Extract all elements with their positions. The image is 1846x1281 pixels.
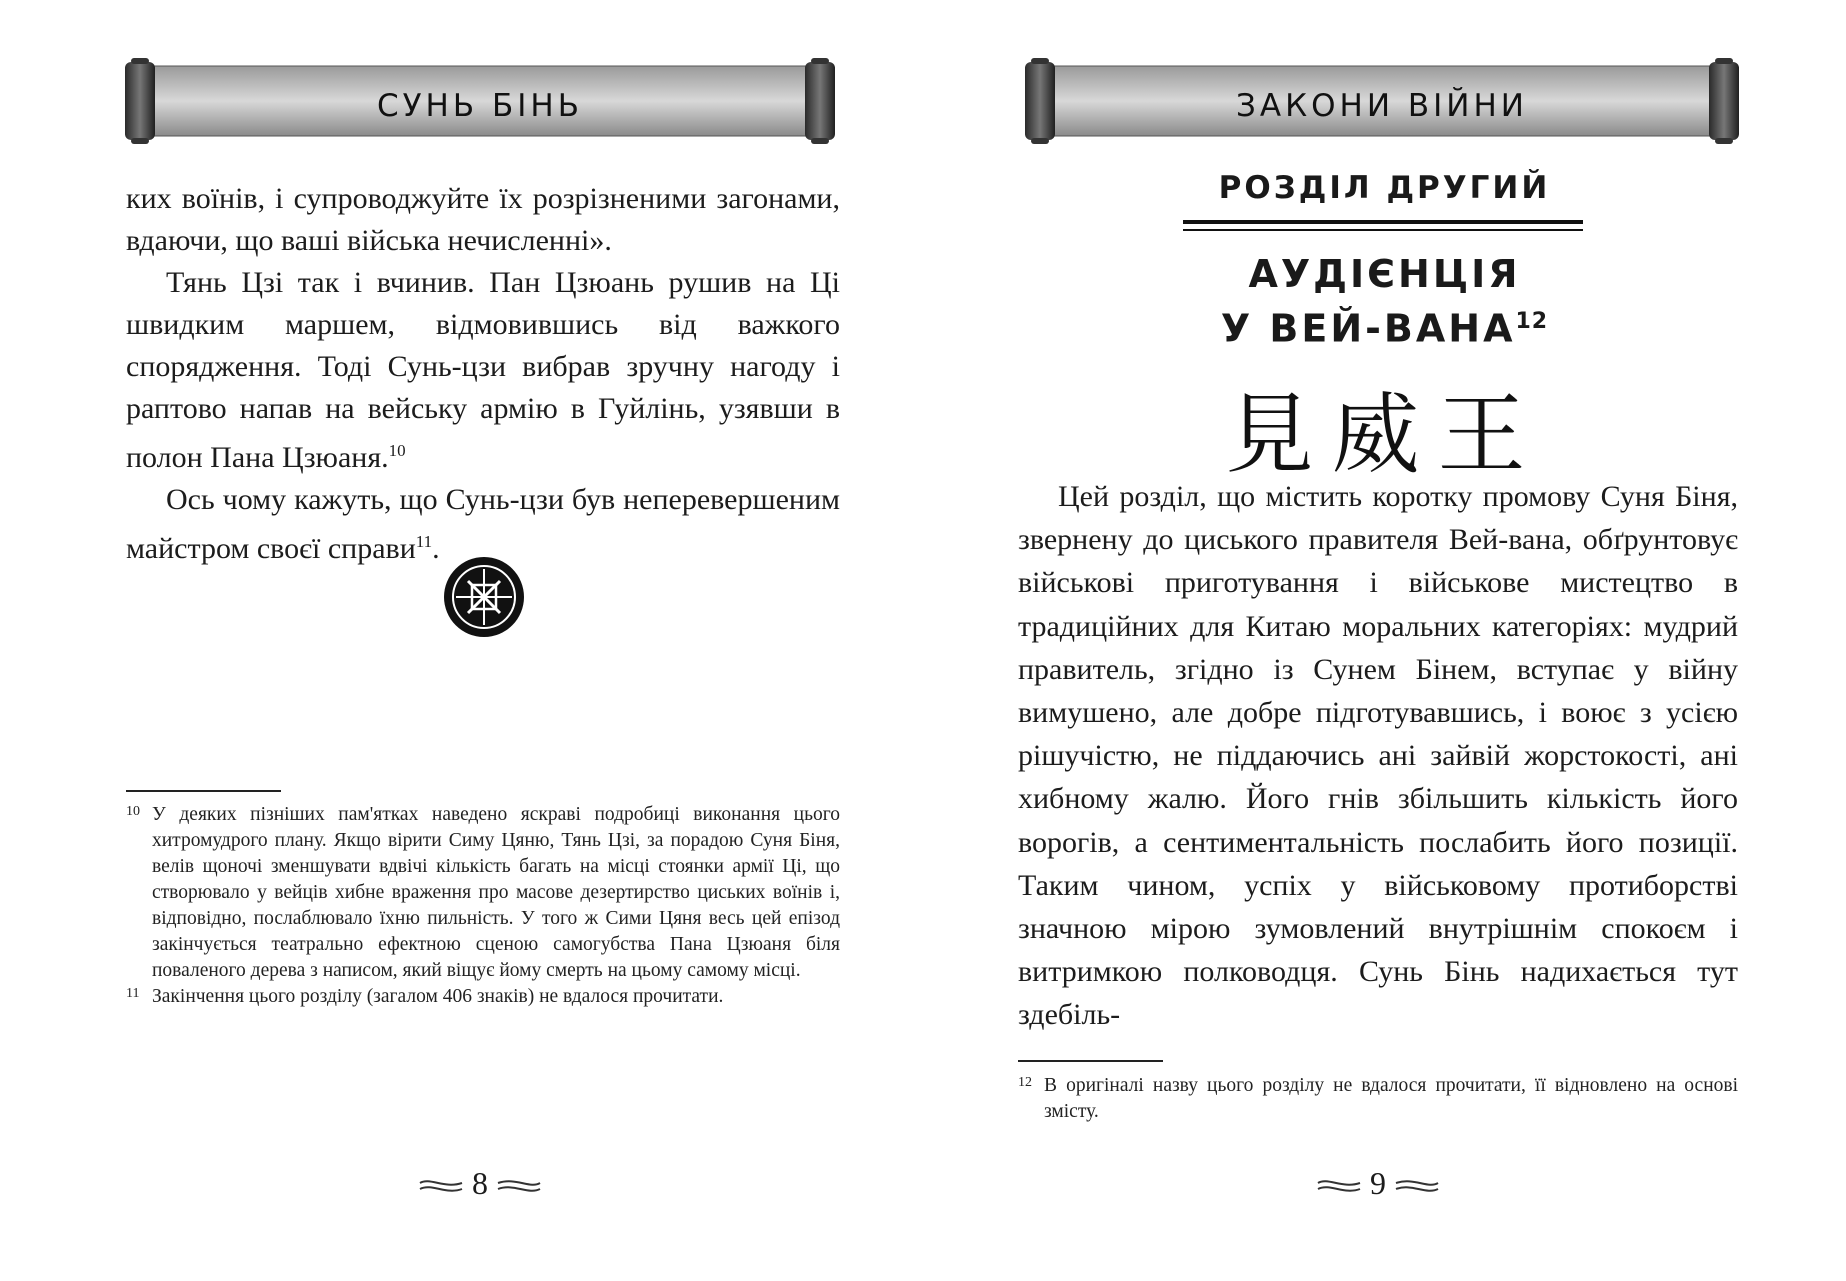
header-banner bbox=[125, 58, 835, 144]
footnote-mark: 11 bbox=[415, 532, 433, 551]
chapter-title-line: АУДІЄНЦІЯ bbox=[1248, 252, 1521, 296]
paragraph: ких воїнів, і супроводжуйте їх розрізненими загонами, вдаючи, що ваші війська нечисленні». bbox=[126, 182, 840, 257]
body-text bbox=[1018, 475, 1738, 1037]
chapter-label: РОЗДІЛ ДРУГИЙ bbox=[1218, 170, 1551, 206]
running-header: ЗАКОНИ ВІЙНИ bbox=[1236, 88, 1528, 124]
page-number: 8 bbox=[400, 1165, 560, 1202]
footnote-number: 11 bbox=[126, 986, 140, 1001]
paragraph: Цей розділ, що містить коротку промову Суня Біня, звернену до циського правителя Вей-вана, обґрунтовує військові приготування і військове мистецтво в традиційних для Китаю моральних категоріях: мудрий правитель, згідно із Сунем Бінем, вступає у війну вимушено, але добре підготувавшись, і воює з усією рішучістю, не піддаючись ані зайвій жорстокості, ані хибному жалю. Його гнів збільшить кількість його ворогів, а сентиментальність послабить його позиції. Таким чином, успіх у військовому протиборстві значною мірою зумовлений внутрішнім спокоєм і витримкою полководця. Сунь Бінь надихається тут здебіль- bbox=[1018, 480, 1738, 1032]
footnotes bbox=[126, 802, 840, 1010]
footnote-mark: 10 bbox=[388, 441, 406, 460]
footnote-number: 10 bbox=[126, 804, 140, 819]
footnote bbox=[126, 802, 840, 984]
chinese-title: 見威王 bbox=[1225, 383, 1544, 486]
chapter-title bbox=[923, 250, 1846, 353]
paragraph: Ось чому кажуть, що Сунь-цзи був неперевершеним майстром своєї справи$^{11}$. bbox=[126, 483, 840, 565]
footnotes bbox=[1018, 1073, 1738, 1125]
title-rule-thick bbox=[1183, 220, 1583, 224]
swash-right-icon bbox=[496, 1177, 542, 1197]
footnote-divider bbox=[126, 790, 281, 792]
right-page bbox=[923, 0, 1846, 1281]
title-rule-thin bbox=[1183, 229, 1583, 231]
footnote-text: Закінчення цього розділу (загалом 406 знаків) не вдалося прочитати. bbox=[152, 986, 724, 1007]
swash-right-icon bbox=[1394, 1177, 1440, 1197]
footnote-number: 12 bbox=[1018, 1075, 1032, 1090]
footnote-mark: 12 bbox=[1515, 309, 1549, 334]
ornament-knot-icon bbox=[442, 555, 526, 639]
running-header: СУНЬ БІНЬ bbox=[377, 88, 583, 124]
footnote bbox=[126, 984, 840, 1010]
page-number: 9 bbox=[1298, 1165, 1458, 1202]
chapter-title-line: У ВЕЙ-ВАНА$^{12}$ bbox=[1220, 306, 1549, 351]
swash-left-icon bbox=[418, 1177, 464, 1197]
body-text bbox=[126, 178, 840, 570]
footnote-text: В оригіналі назву цього розділу не вдалося прочитати, її відновлено на основі змісту. bbox=[1044, 1075, 1738, 1122]
footnote bbox=[1018, 1073, 1738, 1125]
header-banner bbox=[1025, 58, 1739, 144]
footnote-text: У деяких пізніших пам'ятках наведено яскраві подробиці виконання цього хитромудрого плану. Якщо вірити Симу Цяню, Тянь Цзі, за порадою Суня Біня, велів щоночі зменшувати вдвічі кількість багать на місці стоянки армії Ці, що створювало у вейців хибне враження про масове дезертирство циських воїнів і, відповідно, послаблювало їхню пильність. У того ж Сими Цяня весь цей епізод закінчується театрально ефектною сценою самогубства Пана Цзюаня біля поваленого дерева з написом, який віщує йому смерть на цьому самому місці. bbox=[152, 804, 840, 981]
swash-left-icon bbox=[1316, 1177, 1362, 1197]
footnote-divider bbox=[1018, 1060, 1163, 1062]
paragraph: Тянь Цзі так і вчинив. Пан Цзюань рушив на Ці швидким маршем, відмовившись від важкого спорядження. Тоді Сунь-цзи вибрав зручну нагоду і раптово напав на вейську армію в Гуйлінь, узявши в полон Пана Цзюаня.$^{10}$ bbox=[126, 266, 840, 474]
